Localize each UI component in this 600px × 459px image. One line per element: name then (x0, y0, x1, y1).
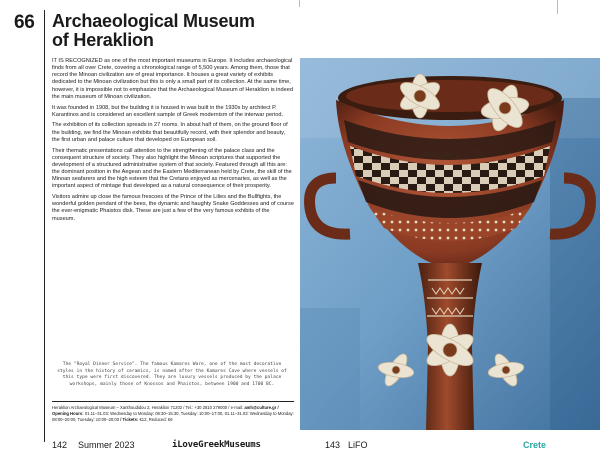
museum-info (52, 405, 296, 424)
left-page-number: 142 (52, 440, 68, 450)
title-line-1: Archaeological Museum (52, 11, 255, 31)
museum-address: Heraklion Archaeological Museum – Xanthoudidou 2, Heraklion 71202 / Tel.: +30 2810 279000 / (52, 405, 230, 410)
title-line-2: of Heraklion (52, 30, 154, 50)
paragraph-5: Visitors admire up close the famous frescoes of the Prince of the Lilies and the Bullfights, the wonderful golden pendant of the bees, the dynamic and haughty Snake Goddesses and of course the ever-enigmatic Phaistos disk. These are just a few of the very famous exhibits of the museum. (52, 194, 294, 222)
entry-number: 66 (14, 12, 35, 33)
section-name: Crete (523, 440, 547, 450)
kamares-vase-photo (300, 58, 600, 430)
hours-label: / Opening Hours: (52, 405, 279, 417)
center-gutter-rule (299, 0, 300, 7)
paragraph-1: IT IS RECOGNIZED as one of the most important museums in Europe. It includes archaeological finds from all over Crete, covering a chronological range of 5,500 years. Among them, those that record the Minoan civilization are of great importance. It houses a great variety of exhibits dedicated to the Minoan civilization but this is only a small part of its collection. At the same time, however, it is impossible not to emphasize that the Archaeological Museum of Heraklion is indeed the main museum of Minoan civilization. (52, 58, 293, 100)
paragraph-4: Their thematic presentations call attention to the strengthening of the palace class and the consequent structure of society. They also highlight the Minoan scriptures that supported the development of a structured administrative system of that society. Featured through all this are: the dominant position in the Aegean and the Eastern Mediterranean held by Crete, the skill of the Minoan seafarers and the high esteem that the Cretans enjoyed as mercenaries, as well as the important aspect of mintage that developed as a natural consequence of their prosperity. (52, 147, 292, 190)
paragraph-3: The exhibition of its collection spreads in 27 rooms. In about half of them, on the ground floor of the building, we find the Minoan exhibits that beautifully record, with their splendor and beauty, the first urban and palace culture that developed on European soil. (52, 122, 288, 143)
page-title (52, 12, 292, 50)
email-label: e-mail: (230, 405, 245, 410)
left-vertical-rule (44, 10, 45, 442)
ticket-prices: €12, Reduced: €6 (139, 417, 173, 423)
photo-caption: The "Royal Dinner Service". The famous Kamares Ware, one of the most decorative styles in the history of ceramics, is named after the Kamares Cave where vessels of this type were first discovered. They are luxury vessels produced by the palace workshops, mainly those of Knossos and Phaistos, between 1900 and 1700 BC. (57, 362, 287, 387)
series-name: iLoveGreekMuseums (172, 440, 261, 450)
right-page-number: 143 (325, 440, 341, 450)
article-body (52, 58, 294, 226)
opening-hours: 01.11–31.03: Wednesday to Monday: 08:30–15:30, Tuesday: 10:00–17:00, 01.11–31.03: Wednesday to Monday: 08:00–20:00, Tuesday: 10:00–20:00 (52, 411, 294, 423)
publication-name: LiFO (348, 440, 368, 450)
footer-divider (52, 401, 294, 402)
tickets-label: / Tickets: (119, 417, 140, 423)
issue-label: Summer 2023 (78, 440, 135, 450)
right-edge-rule (557, 0, 558, 14)
email-link[interactable]: amh@culture.gr (244, 405, 277, 410)
paragraph-2: It was founded in 1908, but the building it is housed in was built in the 1930s by architect P. Karantinos and is considered an excellent sample of Greek modernism of the interwar period. (52, 104, 284, 118)
